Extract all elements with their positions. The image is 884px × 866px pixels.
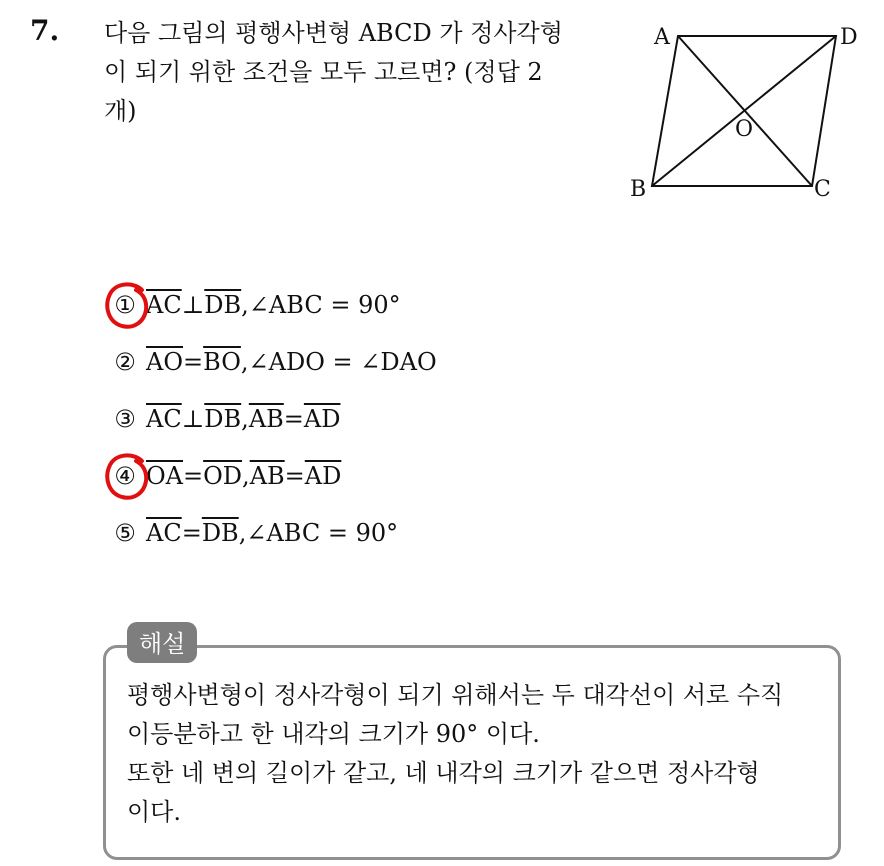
segment: $\overline{BO}$ [203, 347, 241, 376]
choice-2[interactable] [104, 333, 437, 390]
relation: = [183, 461, 204, 490]
choice-3[interactable] [104, 390, 437, 447]
segment: $\overline{OA}$ [146, 461, 184, 490]
angle-condition: ∠ABC = 90° [246, 518, 399, 547]
segment: $\overline{AD}$ [304, 461, 342, 490]
segment: $\overline{AC}$ [146, 290, 182, 319]
vertex-label-a: A [654, 25, 670, 50]
relation: ⊥ [181, 290, 205, 319]
solution-text [127, 676, 827, 832]
relation: = [284, 461, 305, 490]
relation: = [283, 404, 304, 433]
segment: $\overline{AC}$ [146, 404, 182, 433]
separator: , [242, 461, 250, 490]
separator: , [238, 518, 247, 547]
choice-number: ② [114, 347, 136, 376]
vertex-label-c: C [814, 177, 831, 202]
segment: $\overline{DB}$ [201, 518, 239, 547]
question-number: 7. [30, 14, 60, 47]
diagonal-bd [652, 36, 836, 186]
choice-5[interactable] [104, 504, 437, 561]
separator: , [240, 347, 249, 376]
relation: = [183, 347, 204, 376]
angle-condition: ∠ABC = 90° [248, 290, 401, 319]
choice-number: ① [114, 290, 136, 319]
question-line: 개) [104, 97, 137, 125]
segment: $\overline{DB}$ [204, 290, 242, 319]
question-text [104, 14, 604, 131]
choice-4[interactable] [104, 447, 437, 504]
segment: $\overline{AB}$ [249, 461, 285, 490]
separator: , [241, 290, 249, 319]
solution-line: 이다. [127, 798, 181, 826]
question-line: 이 되기 위한 조건을 모두 고르면? (정답 2 [104, 58, 543, 86]
vertex-label-b: B [630, 177, 647, 202]
solution-line: 평행사변형이 정사각형이 되기 위해서는 두 대각선이 서로 수직 [127, 681, 784, 709]
answer-choices [104, 276, 437, 561]
solution-tag: 해설 [127, 622, 197, 663]
segment: $\overline{AC}$ [146, 518, 182, 547]
choice-1[interactable] [104, 276, 437, 333]
vertex-label-d: D [840, 25, 858, 50]
solution-line: 이등분하고 한 내각의 크기가 90° 이다. [127, 720, 540, 748]
angle-condition: ∠ADO = ∠DAO [248, 347, 437, 376]
segment: $\overline{AO}$ [146, 347, 184, 376]
choice-number: ④ [114, 461, 136, 490]
choice-number: ③ [114, 404, 136, 433]
center-label-o: O [735, 117, 754, 142]
relation: ⊥ [181, 404, 205, 433]
choice-number: ⑤ [114, 518, 136, 547]
question-line: 다음 그림의 평행사변형 ABCD 가 정사각형 [104, 19, 563, 47]
segment: $\overline{OD}$ [203, 461, 243, 490]
segment: $\overline{AB}$ [248, 404, 284, 433]
solution-line: 또한 네 변의 길이가 같고, 네 내각의 크기가 같으면 정사각형 [127, 759, 760, 787]
separator: , [241, 404, 249, 433]
relation: = [181, 518, 202, 547]
segment: $\overline{AD}$ [303, 404, 341, 433]
segment: $\overline{DB}$ [204, 404, 242, 433]
parallelogram-figure [622, 18, 872, 208]
